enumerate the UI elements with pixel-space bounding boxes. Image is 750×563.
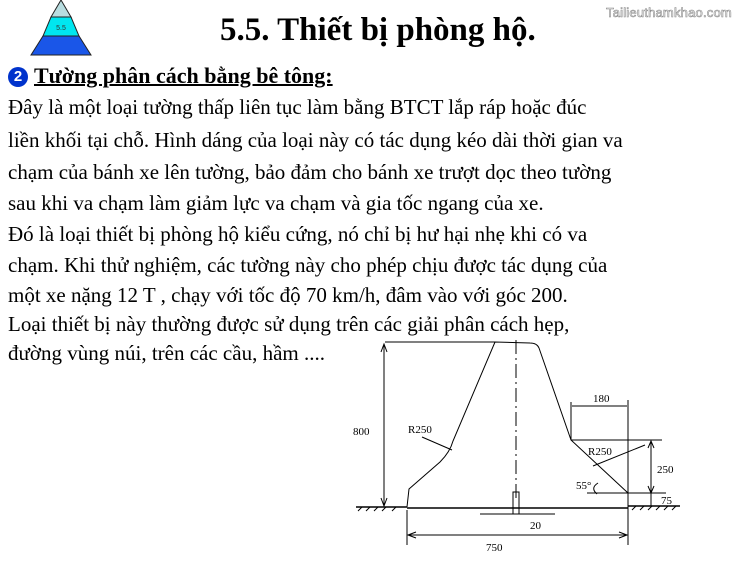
barrier-profile [407, 342, 628, 507]
dim-r250-left: R250 [408, 424, 432, 436]
dim-250: 250 [657, 464, 674, 476]
body-line: chạm. Khi thử nghiệm, các tường này cho phép chịu được tác dụng của [8, 253, 608, 277]
body-line: Đó là loại thiết bị phòng hộ kiểu cứng, nó chỉ bị hư hại nhẹ khi có va [8, 222, 588, 246]
page-title: 5.5. Thiết bị phòng hộ. [220, 12, 536, 48]
body-line: sau khi va chạm làm giảm lực va chạm và gia tốc ngang của xe. [8, 191, 544, 215]
body-line: Đây là một loại tường thấp liên tục làm bằng BTCT lắp ráp hoặc đúc [8, 95, 587, 119]
dim-75: 75 [661, 495, 672, 507]
body-line: đường vùng núi, trên các cầu, hầm .... [8, 341, 325, 365]
body-line: chạm của bánh xe lên tường, bảo đảm cho bánh xe trượt dọc theo tường [8, 160, 612, 184]
body-line: Loại thiết bị này thường được sử dụng trên các giải phân cách hẹp, [8, 312, 570, 336]
pyramid-label: 5.5 [56, 25, 66, 32]
dim-r250-right: R250 [588, 446, 612, 458]
section-heading-text: Tường phân cách bằng bê tông: [34, 63, 333, 88]
body-line: một xe nặng 12 T , chạy với tốc độ 70 km/h, đâm vào với góc 200. [8, 283, 568, 307]
number-badge-icon: 2 [8, 67, 28, 87]
dim-angle: 55° [576, 480, 592, 492]
dim-750: 750 [486, 542, 503, 554]
body-line: liền khối tại chỗ. Hình dáng của loại này có tác dụng kéo dài thời gian va [8, 128, 623, 152]
dim-180: 180 [593, 393, 610, 405]
dim-20: 20 [530, 520, 541, 532]
watermark: Tailieuthamkhao.com [606, 5, 732, 20]
dim-800: 800 [353, 426, 370, 438]
